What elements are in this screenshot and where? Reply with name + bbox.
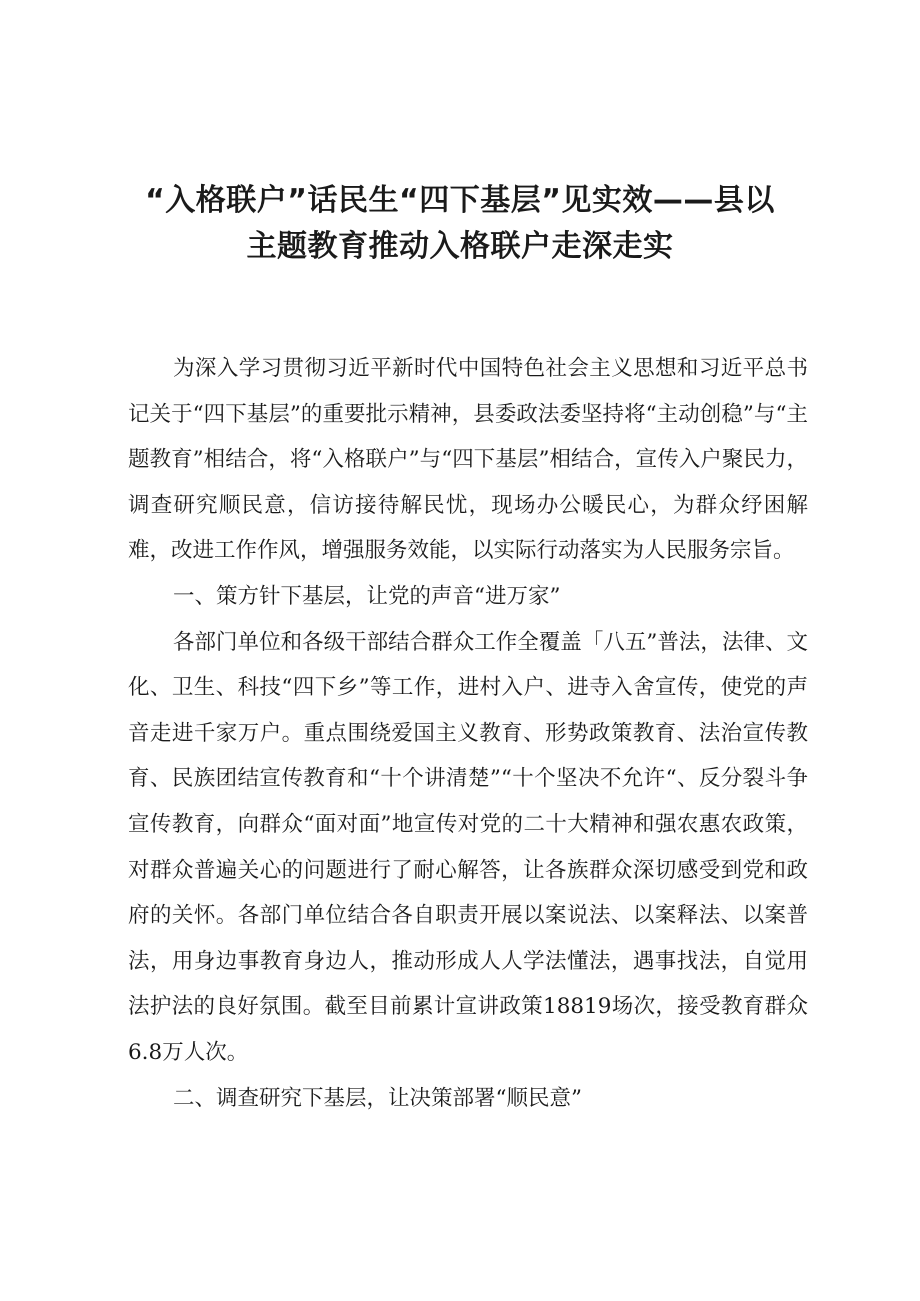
document-title (60, 178, 860, 270)
section-1-paragraph: 各部门单位和各级干部结合群众工作全覆盖「八五”普法，法律、文化、卫生、科技“四下乡”等工作，进村入户、进寺入舍宣传，使党的声音走进千家万户。重点围绕爱国主义教育、形势政策教育、法治宣传教育、民族团结宣传教育和“十个讲清楚”“十个坚决不允许“、反分裂斗争宣传教育，向群众“面对面”地宣传对党的二十大精神和强农惠农政策，对群众普遍关心的问题进行了耐心解答，让各族群众深切感受到党和政府的关怀。各部门单位结合各自职责开展以案说法、以案释法、以案普法，用身边事教育身边人，推动形成人人学法懂法，遇事找法，自觉用法护法的良好氛围。截至目前累计宣讲政策18819场次，接受教育群众6.8万人次。 (128, 629, 808, 1065)
section-2-heading: 二、调查研究下基层，让决策部署“顺民意” (173, 1085, 582, 1111)
intro-paragraph: 为深入学习贯彻习近平新时代中国特色社会主义思想和习近平总书记关于“四下基层”的重要批示精神，县委政法委坚持将“主动创稳”与“主题教育”相结合，将“入格联户”与“四下基层”相结合，宣传入户聚民力，调查研究顺民意，信访接待解民忧，现场办公暖民心，为群众纾困解难，改进工作作风，增强服务效能，以实际行动落实为人民服务宗旨。 (128, 356, 808, 564)
title-line-2: 主题教育推动入格联户走深走实 (246, 229, 674, 265)
section-1-heading: 一、策方针下基层，让党的声音“进万家” (173, 583, 561, 609)
document-body (128, 346, 808, 1121)
title-line-1: “入格联户”话民生“四下基层”见实效——县以 (145, 183, 775, 219)
